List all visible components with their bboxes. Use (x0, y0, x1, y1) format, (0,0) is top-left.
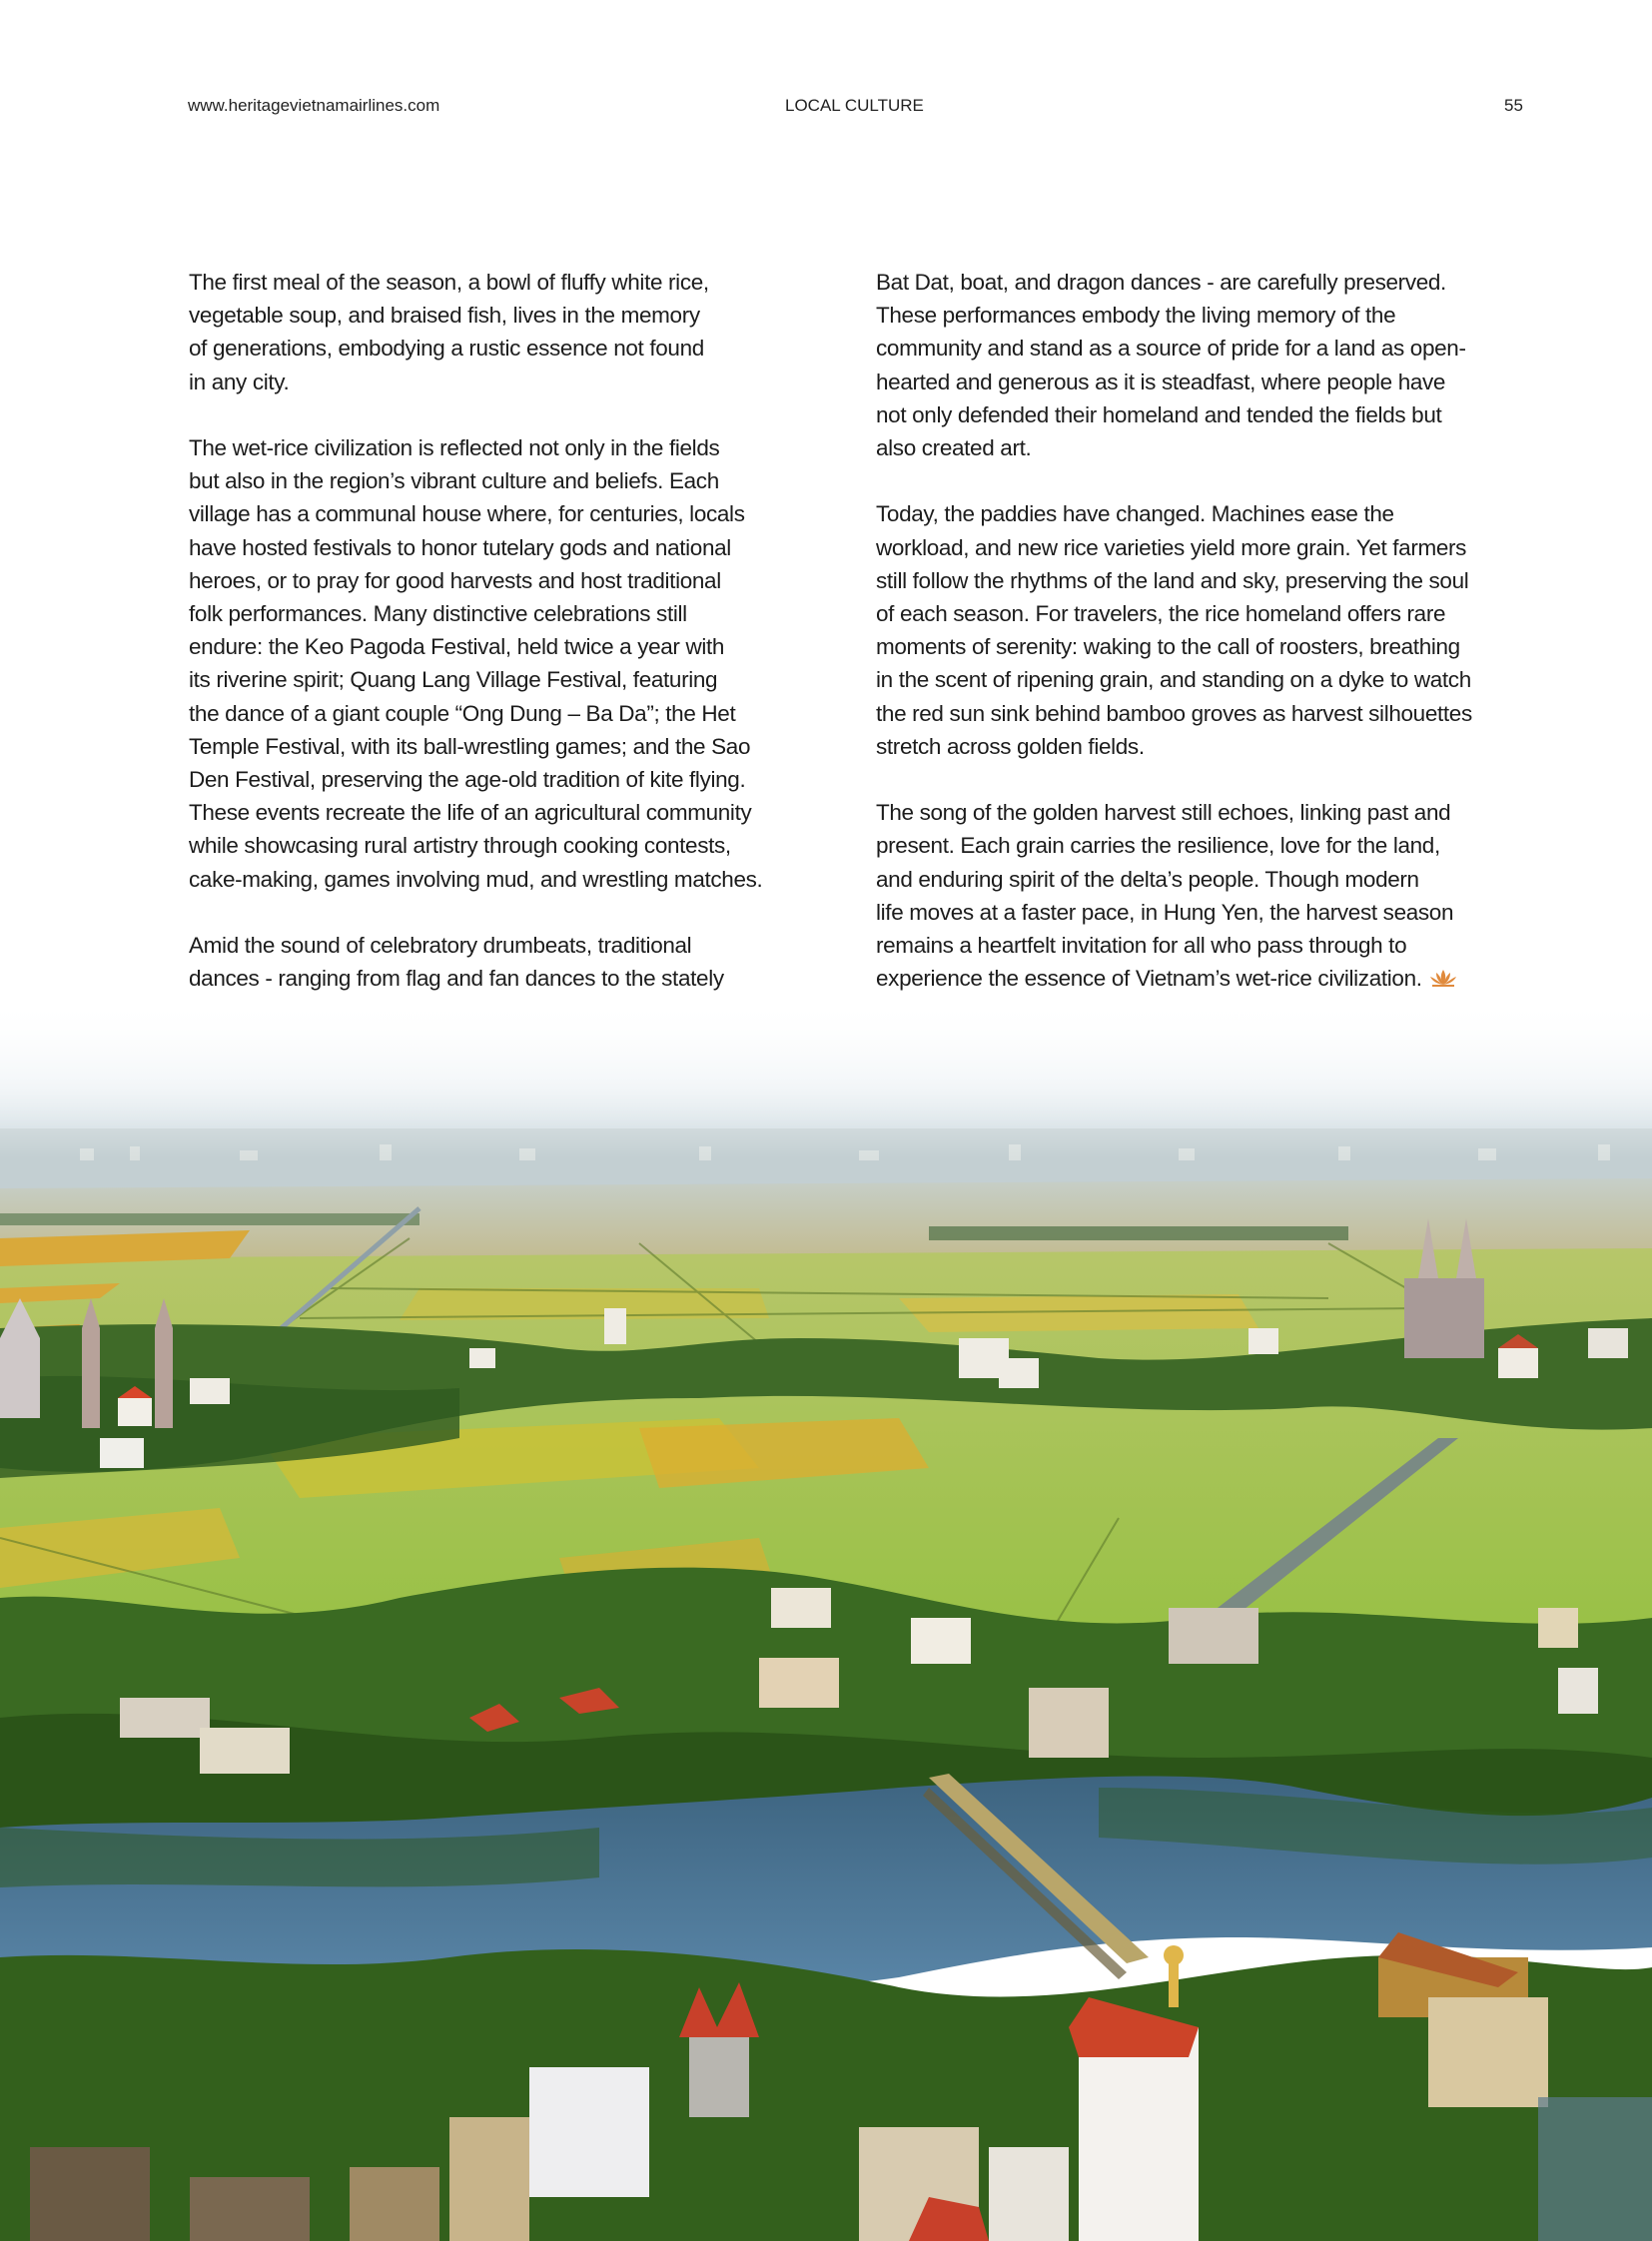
text-line (189, 697, 828, 730)
text-line-content: community and stand as a source of pride for a land as open- (876, 336, 1466, 362)
text-line-content: moments of serenity: waking to the call of roosters, breathing (876, 634, 1460, 660)
text-line-content: endure: the Keo Pagoda Festival, held twice a year with (189, 634, 725, 660)
text-line-content: Temple Festival, with its ball-wrestling games; and the Sao (189, 733, 751, 759)
text-line-content: The song of the golden harvest still echoes, linking past and (876, 800, 1451, 826)
text-line (876, 630, 1535, 663)
text-line-content: of generations, embodying a rustic essence not found (189, 336, 704, 362)
paragraph (876, 497, 1535, 763)
text-line (876, 730, 1535, 763)
text-line-content: Amid the sound of celebratory drumbeats, traditional (189, 933, 692, 959)
text-line-content: but also in the region’s vibrant culture and beliefs. Each (189, 468, 719, 494)
text-line (189, 630, 828, 663)
text-line (876, 597, 1535, 630)
text-line-content: and enduring spirit of the delta’s people. Though modern (876, 866, 1419, 892)
text-line (876, 497, 1535, 530)
text-line (189, 464, 828, 497)
text-line (189, 597, 828, 630)
text-line (876, 299, 1535, 332)
text-line (189, 763, 828, 796)
article-column-right (876, 266, 1535, 1029)
text-line-content: The first meal of the season, a bowl of fluffy white rice, (189, 270, 709, 295)
text-line-content: the red sun sink behind bamboo groves as harvest silhouettes (876, 700, 1472, 726)
text-line (876, 697, 1535, 730)
text-line (189, 663, 828, 696)
text-line (876, 431, 1535, 464)
text-line (876, 531, 1535, 564)
text-line (876, 796, 1535, 829)
text-line-content: present. Each grain carries the resilience, love for the land, (876, 833, 1440, 859)
paragraph (876, 796, 1535, 995)
text-line-content: still follow the rhythms of the land and sky, preserving the soul (876, 567, 1469, 593)
lotus-icon (1428, 968, 1458, 988)
section-title: LOCAL CULTURE (785, 96, 924, 115)
paragraph (189, 266, 828, 398)
text-line-content: heroes, or to pray for good harvests and host traditional (189, 567, 721, 593)
article-column-left (189, 266, 828, 1029)
text-line (189, 962, 828, 995)
text-line (876, 896, 1535, 929)
text-line (876, 962, 1535, 995)
text-line-content: of each season. For travelers, the rice homeland offers rare (876, 601, 1446, 627)
text-line-content: not only defended their homeland and tended the fields but (876, 401, 1442, 427)
text-line-content: cake-making, games involving mud, and wrestling matches. (189, 866, 763, 892)
text-line-content: The wet-rice civilization is reflected not only in the fields (189, 435, 720, 460)
text-line (189, 564, 828, 597)
text-line-content: Today, the paddies have changed. Machines ease the (876, 501, 1394, 527)
text-line (189, 531, 828, 564)
running-head (0, 96, 1652, 120)
text-line (189, 366, 828, 398)
photo-top-fade (0, 999, 1652, 1158)
text-line-content: folk performances. Many distinctive celebrations still (189, 601, 687, 627)
text-line (189, 863, 828, 896)
aerial-landscape-photo (0, 999, 1652, 2241)
text-line-content: village has a communal house where, for centuries, locals (189, 501, 745, 527)
text-line-content: These events recreate the life of an agricultural community (189, 800, 752, 826)
text-line (876, 398, 1535, 431)
page-number: 55 (1504, 96, 1523, 115)
text-line-content: life moves at a faster pace, in Hung Yen, the harvest season (876, 899, 1454, 925)
text-line-content: dances - ranging from flag and fan dances to the stately (189, 966, 724, 992)
text-line (189, 299, 828, 332)
text-line-content: the dance of a giant couple “Ong Dung – Ba Da”; the Het (189, 700, 736, 726)
text-line (189, 730, 828, 763)
text-line-content: its riverine spirit; Quang Lang Village Festival, featuring (189, 667, 718, 693)
text-line-content: workload, and new rice varieties yield more grain. Yet farmers (876, 534, 1467, 560)
paragraph (189, 929, 828, 995)
website-url: www.heritagevietnamairlines.com (188, 96, 440, 115)
text-line-content: experience the essence of Vietnam’s wet-rice civilization. (876, 966, 1422, 992)
paragraph (876, 266, 1535, 464)
text-line-content: Den Festival, preserving the age-old tradition of kite flying. (189, 767, 746, 793)
text-line (876, 829, 1535, 862)
text-line (876, 663, 1535, 696)
text-line (876, 929, 1535, 962)
text-line (189, 829, 828, 862)
text-line-content: vegetable soup, and braised fish, lives in the memory (189, 303, 700, 329)
text-line (189, 266, 828, 299)
text-line-content: in the scent of ripening grain, and standing on a dyke to watch (876, 667, 1471, 693)
text-line (876, 564, 1535, 597)
text-line-content: while showcasing rural artistry through cooking contests, (189, 833, 731, 859)
text-line-content: stretch across golden fields. (876, 733, 1145, 759)
photo-illustration (0, 999, 1652, 2241)
text-line-content: hearted and generous as it is steadfast, where people have (876, 369, 1446, 394)
text-line-content: in any city. (189, 369, 290, 394)
text-line-content: have hosted festivals to honor tutelary gods and national (189, 534, 731, 560)
text-line (876, 863, 1535, 896)
text-line-content: Bat Dat, boat, and dragon dances - are carefully preserved. (876, 270, 1446, 295)
text-line (876, 366, 1535, 398)
text-line (189, 332, 828, 365)
text-line (189, 796, 828, 829)
text-line (876, 332, 1535, 365)
text-line (189, 497, 828, 530)
text-line (189, 929, 828, 962)
text-line-content: also created art. (876, 435, 1032, 461)
text-line (189, 431, 828, 464)
paragraph (189, 431, 828, 896)
text-line-content: These performances embody the living memory of the (876, 303, 1396, 329)
text-line (876, 266, 1535, 299)
text-line-content: remains a heartfelt invitation for all who pass through to (876, 933, 1407, 959)
